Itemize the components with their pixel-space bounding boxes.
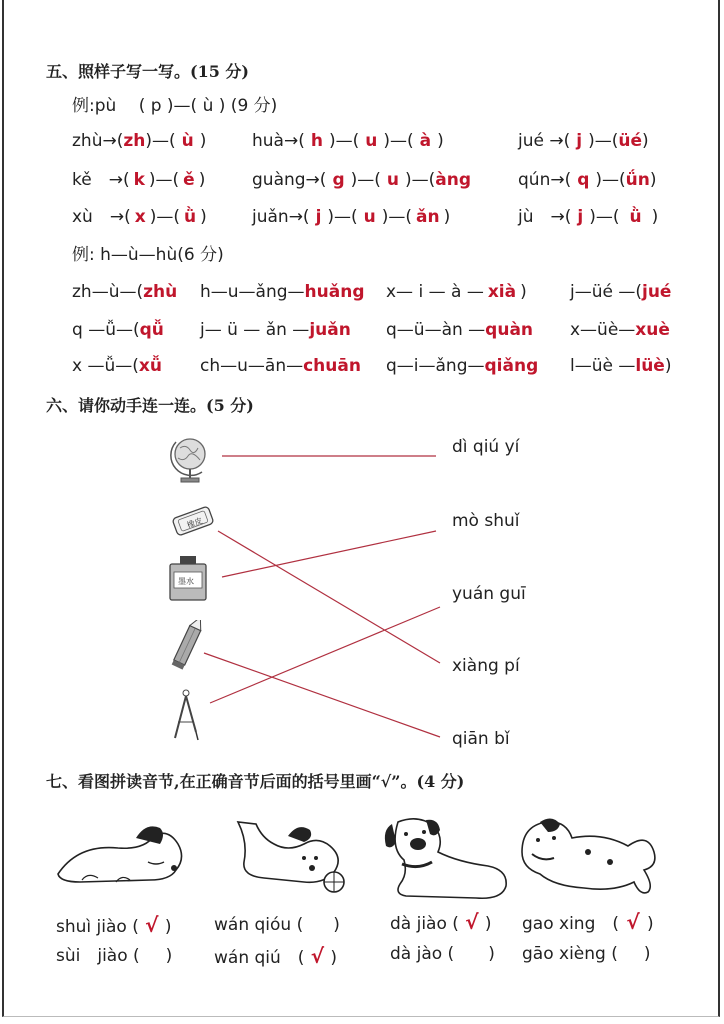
globe-icon [168, 432, 212, 486]
item-x-u: x —ǚ—(xǚ [72, 356, 162, 376]
item-jue: jué →( j )—(üé) [518, 131, 649, 151]
option-gao-xieng: gāo xièng ( ) [522, 944, 651, 964]
playing-dog-icon [228, 816, 358, 896]
option-sui-jiao: sùi jiào ( ) [56, 946, 173, 966]
word-di-qiu-yi: dì qiú yí [452, 437, 520, 457]
check-mark: √ [310, 944, 325, 968]
compass-icon [166, 688, 206, 744]
option-da-jiao: dà jiào ( √ ) [390, 910, 492, 934]
item-ch-u-an: ch—u—ān—chuān [200, 356, 361, 376]
ink-bottle-icon [164, 554, 212, 604]
item-l-ue: l—üè —lüè) [570, 356, 672, 376]
pencil-icon [166, 620, 206, 676]
option-wan-qiou: wán qióu ( ) [214, 915, 340, 935]
example2: 例: h—ù—hù(6 分) [72, 245, 224, 265]
item-juan: juǎn→( j )—( u )—( ǎn ) [252, 207, 451, 227]
line-eraser [218, 531, 440, 663]
item-x-ue: x—üè—xuè [570, 320, 670, 340]
word-qian-bi: qiān bǐ [452, 729, 510, 749]
item-ju: jù →( j )—( ǜ ) [518, 207, 659, 227]
item-hua: huà→( h )—( u )—( à ) [252, 131, 444, 151]
item-h-u-ang: h—u—ǎng—huǎng [200, 282, 365, 302]
item-q-u-an: q—ü—àn —quàn [386, 320, 534, 340]
example1: 例:pù ( p )—( ù ) (9 分) [72, 96, 278, 116]
item-guang: guàng→( g )—( u )—(àng [252, 170, 471, 190]
item-xu: xù →( x )—( ǜ ) [72, 207, 207, 227]
eraser-label: 橡皮 [185, 516, 204, 530]
item-qun: qún→( q )—(ǘn) [518, 170, 657, 190]
option-shui-jiao: shuì jiào ( √ ) [56, 913, 172, 937]
item-q-i-ang: q—i—ǎng—qiǎng [386, 356, 539, 376]
item-j-u-an: j— ü — ǎn —juǎn [200, 320, 351, 340]
check-mark: √ [465, 910, 479, 934]
section5-title: 五、照样子写一写。(15 分) [46, 62, 249, 81]
section7-title: 七、看图拼读音节,在正确音节后面的括号里画“√”。(4 分) [46, 772, 465, 791]
barking-dog-icon [378, 812, 514, 904]
sleeping-dog-icon [52, 818, 188, 894]
check-mark: √ [145, 913, 159, 937]
word-xiang-pi: xiàng pí [452, 656, 520, 676]
ink-label: 墨水 [178, 577, 194, 586]
line-ink [222, 531, 436, 577]
item-x-i-a: x— i — à — xià ) [386, 282, 527, 302]
item-j-ue: j—üé —(jué [570, 282, 672, 302]
option-wan-qiu: wán qiú ( √ ) [214, 944, 338, 968]
item-zhu: zhù→(zh)—( ù ) [72, 131, 207, 151]
option-da-jao: dà jào ( ) [390, 944, 495, 964]
happy-dog-icon [518, 812, 658, 896]
line-pencil [204, 653, 440, 737]
item-q-u: q —ǚ—(qǚ [72, 320, 164, 340]
eraser-icon [170, 502, 216, 540]
check-mark: √ [626, 910, 640, 934]
line-compass [210, 607, 440, 703]
item-zh-u: zh—ù—(zhù [72, 282, 178, 302]
item-ke: kě →( k )—( ě ) [72, 170, 206, 190]
option-gao-xing: gao xing ( √ ) [522, 910, 654, 934]
section6-title: 六、请你动手连一连。(5 分) [46, 396, 254, 415]
word-yuan-gui: yuán guī [452, 584, 526, 604]
word-mo-shui: mò shuǐ [452, 511, 520, 531]
